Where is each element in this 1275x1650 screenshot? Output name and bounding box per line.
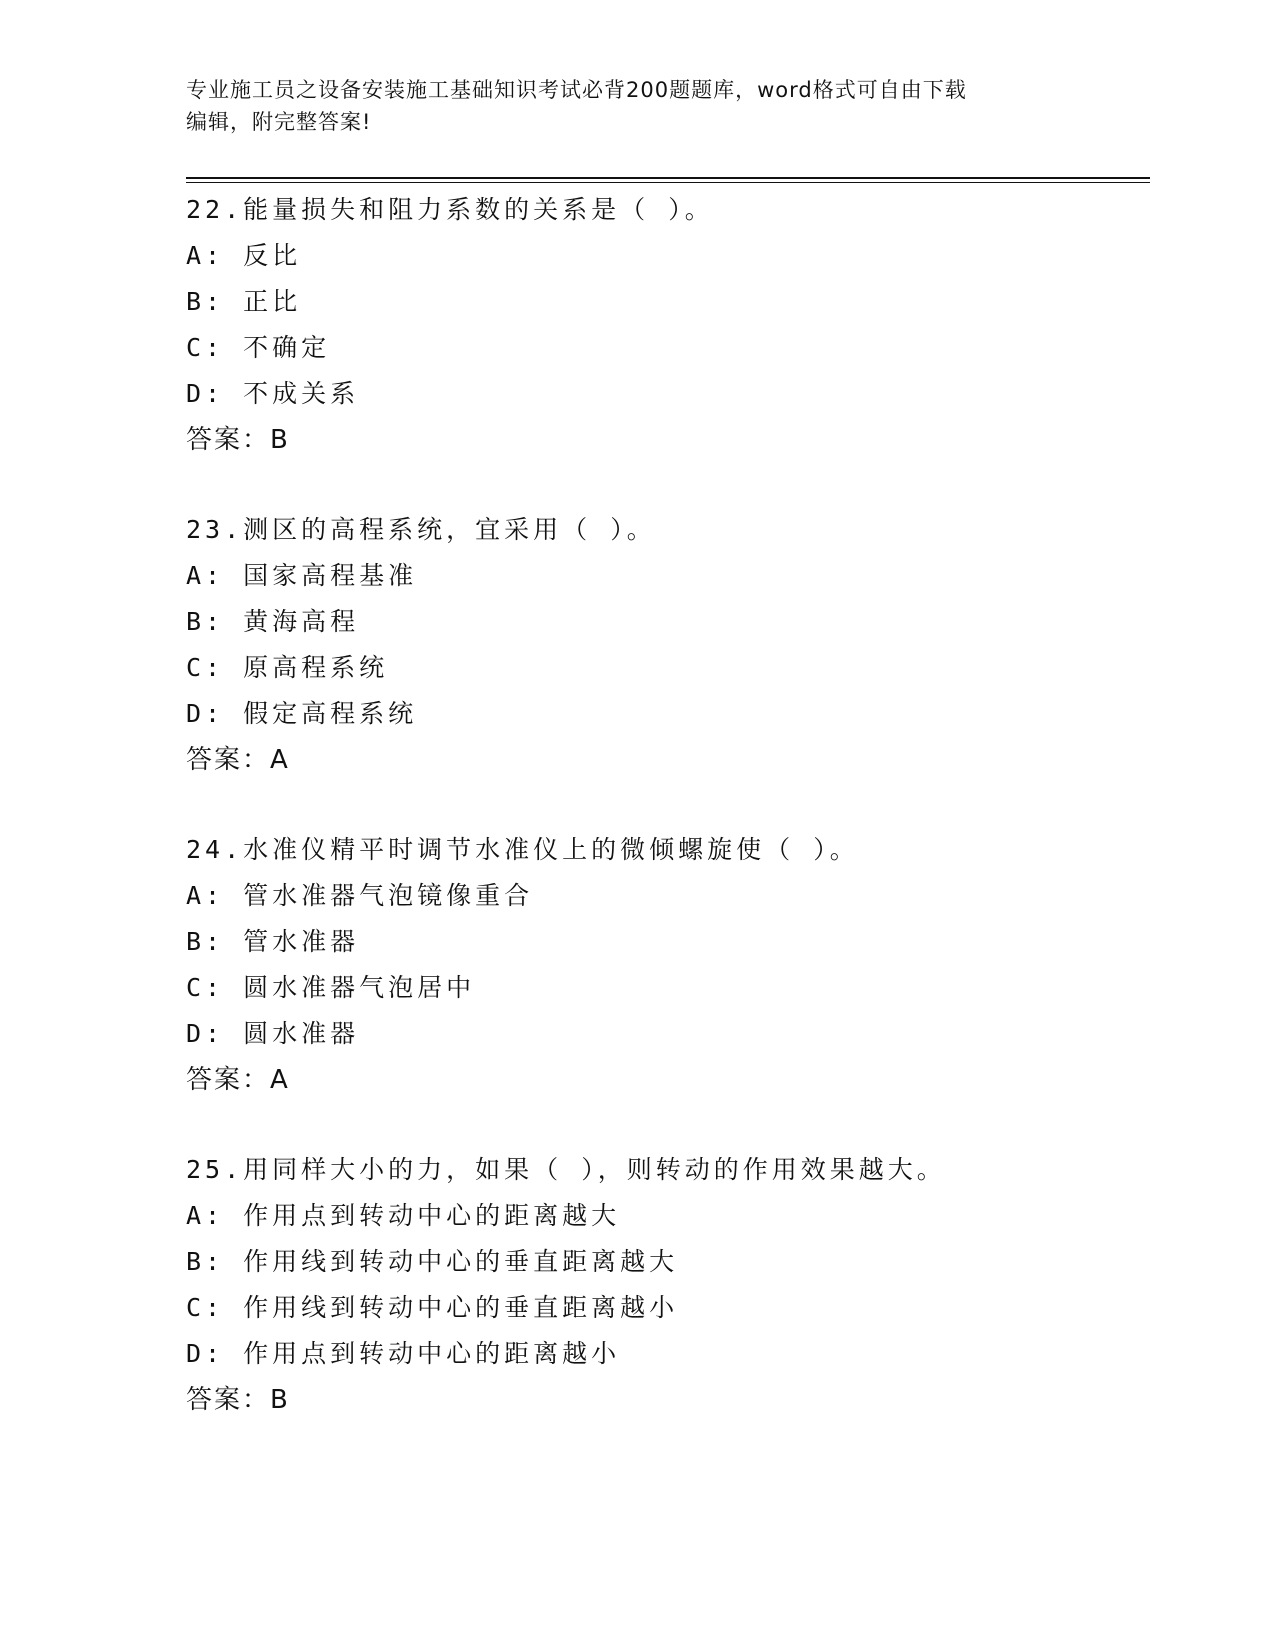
document-header [186, 74, 1086, 138]
answer-label: 答案： [186, 745, 271, 775]
question-24 [186, 827, 1146, 1103]
option-a: A: 管水准器气泡镜像重合 [186, 881, 534, 910]
option-c: C: 原高程系统 [186, 653, 389, 682]
answer-label: 答案： [186, 1065, 271, 1095]
answer-label: 答案： [186, 1385, 271, 1415]
answer-value: B [270, 425, 288, 455]
option-c: C: 作用线到转动中心的垂直距离越小 [186, 1293, 679, 1322]
option-d: D: 圆水准器 [186, 1019, 360, 1048]
answer-row [186, 1057, 1146, 1103]
answer-label: 答案： [186, 425, 271, 455]
question-22 [186, 187, 1146, 463]
option-b: B: 作用线到转动中心的垂直距离越大 [186, 1247, 679, 1276]
answer-value: B [270, 1385, 288, 1415]
answer-value: A [270, 1065, 288, 1095]
option-a: A: 国家高程基准 [186, 561, 418, 590]
option-b: B: 管水准器 [186, 927, 360, 956]
question-23 [186, 507, 1146, 783]
option-a: A: 作用点到转动中心的距离越大 [186, 1201, 621, 1230]
header-line-1: 专业施工员之设备安装施工基础知识考试必背200题题库，word格式可自由下载 [186, 78, 967, 102]
answer-value: A [270, 745, 288, 775]
option-c: C: 圆水准器气泡居中 [186, 973, 476, 1002]
answer-row [186, 1377, 1146, 1423]
option-d: D: 假定高程系统 [186, 699, 418, 728]
answer-row [186, 417, 1146, 463]
option-c: C: 不确定 [186, 333, 331, 362]
header-divider-thin [186, 182, 1150, 183]
option-a: A: 反比 [186, 241, 302, 270]
question-stem: 25.用同样大小的力，如果（ ），则转动的作用效果越大。 [186, 1155, 946, 1184]
option-b: B: 黄海高程 [186, 607, 360, 636]
question-stem: 23.测区的高程系统，宜采用（ ）。 [186, 515, 656, 544]
option-d: D: 作用点到转动中心的距离越小 [186, 1339, 621, 1368]
answer-row [186, 737, 1146, 783]
option-d: D: 不成关系 [186, 379, 360, 408]
question-stem: 24.水准仪精平时调节水准仪上的微倾螺旋使（ ）。 [186, 835, 859, 864]
question-stem: 22.能量损失和阻力系数的关系是（ ）。 [186, 195, 714, 224]
header-divider-thick [186, 177, 1150, 179]
question-25 [186, 1147, 1146, 1423]
header-line-2: 编辑，附完整答案! [186, 110, 372, 134]
option-b: B: 正比 [186, 287, 302, 316]
